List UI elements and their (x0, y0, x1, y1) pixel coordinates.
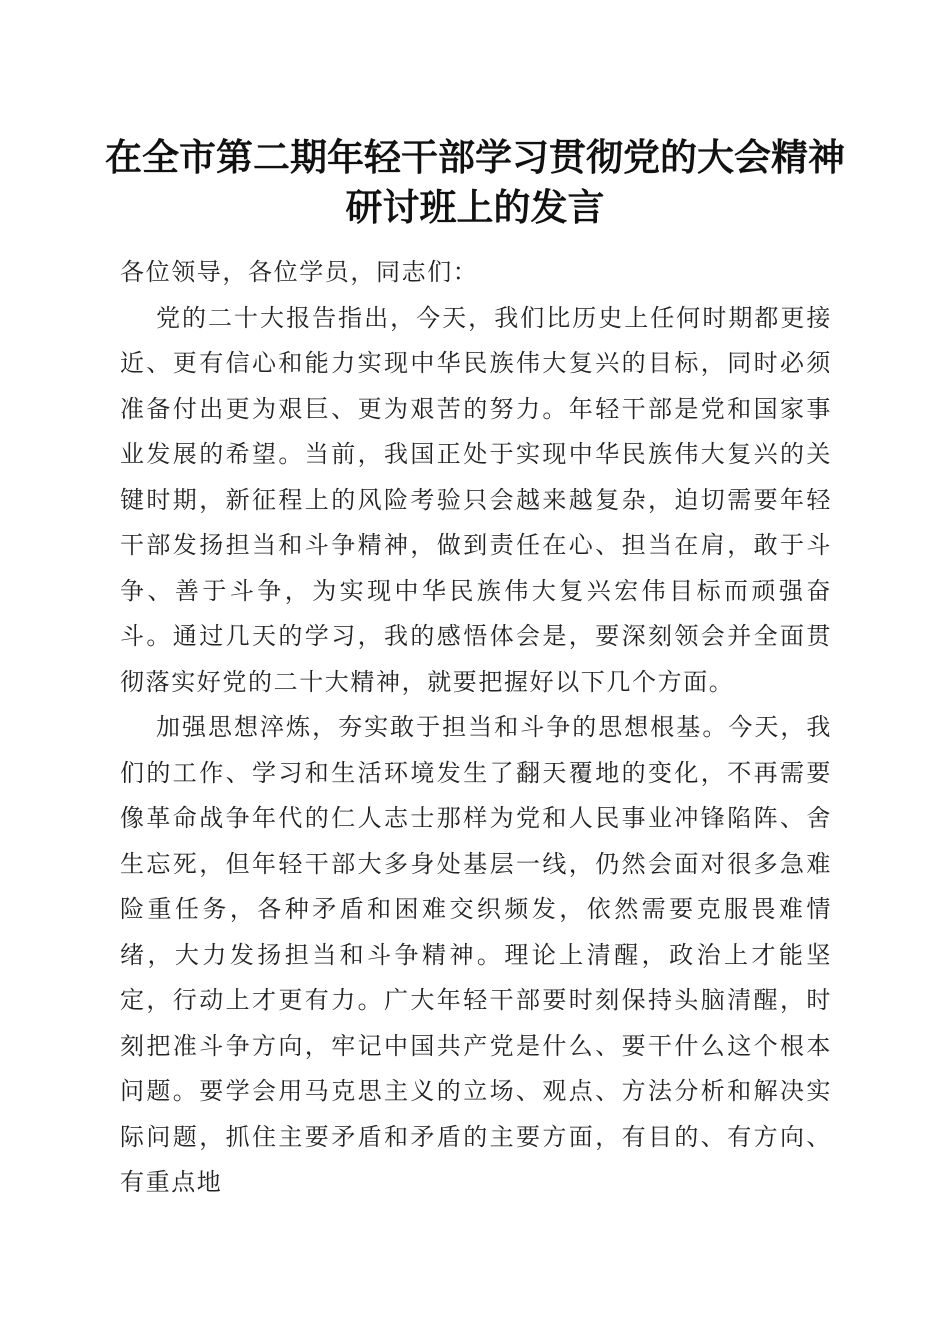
paragraph-2: 加强思想淬炼，夯实敢于担当和斗争的思想根基。今天，我们的工作、学习和生活环境发生了翻天覆地的变化，不再需要像革命战争年代的仁人志士那样为党和人民事业冲锋陷阵、舍生忘死，但年轻干部大多身处基层一线，仍然会面对很多急难险重任务，各种矛盾和困难交织频发，依然需要克服畏难情绪，大力发扬担当和斗争精神。理论上清醒，政治上才能坚定，行动上才更有力。广大年轻干部要时刻保持头脑清醒，时刻把准斗争方向，牢记中国共产党是什么、要干什么这个根本问题。要学会用马克思主义的立场、观点、方法分析和解决实际问题，抓住主要矛盾和矛盾的主要方面，有目的、有方向、有重点地 (120, 713, 832, 1196)
paragraph-1: 党的二十大报告指出，今天，我们比历史上任何时期都更接近、更有信心和能力实现中华民族伟大复兴的目标，同时必须准备付出更为艰巨、更为艰苦的努力。年轻干部是党和国家事业发展的希望。当前，我国正处于实现中华民族伟大复兴的关键时期，新征程上的风险考验只会越来越复杂，迫切需要年轻干部发扬担当和斗争精神，做到责任在心、担当在肩，敢于斗争、善于斗争，为实现中华民族伟大复兴宏伟目标而顽强奋斗。通过几天的学习，我的感悟体会是，要深刻领会并全面贯彻落实好党的二十大精神，就要把握好以下几个方面。 (120, 303, 832, 696)
title-line-2: 研讨班上的发言 (345, 185, 605, 229)
document-title (100, 132, 850, 232)
title-line-1: 在全市第二期年轻干部学习贯彻党的大会精神 (105, 135, 845, 179)
document-body (120, 250, 832, 1206)
salutation: 各位领导，各位学员，同志们： (120, 258, 479, 286)
